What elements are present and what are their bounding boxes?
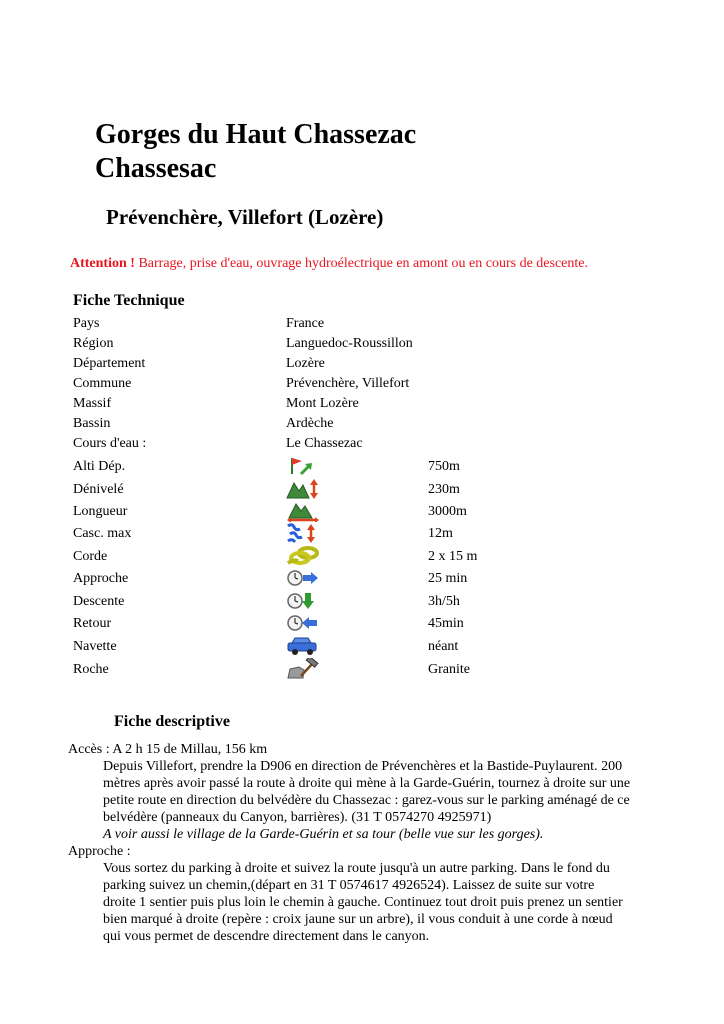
approche-label: Approche :: [68, 844, 131, 859]
stat-value: 3000m: [428, 504, 467, 519]
info-label: Département: [73, 356, 146, 371]
stat-label: Casc. max: [73, 526, 132, 541]
desc-line: Depuis Villefort, prendre la D906 en direction de Prévenchères et la Bastide-Puylaurent. 200: [103, 759, 623, 774]
rope-icon: [286, 545, 320, 567]
stat-value: 230m: [428, 482, 460, 497]
info-label: Commune: [73, 376, 132, 391]
stat-value: 45min: [428, 616, 464, 631]
rock-hammer-icon: [286, 658, 320, 680]
desc-line: bien marqué à droite (repère : croix jaune sur un arbre), il vous conduit à une corde à nœud: [103, 912, 613, 927]
clock-down-arrow-icon: [286, 590, 320, 612]
title-line-2: Chassesac: [95, 153, 217, 184]
desc-line: mètres après avoir passé la route à droite qui mène à la Garde-Guérin, tournez à droite sur une: [103, 776, 631, 791]
stat-label: Descente: [73, 594, 125, 609]
stat-label: Approche: [73, 571, 129, 586]
stat-label: Dénivelé: [73, 482, 124, 497]
desc-line: petite route en direction du belvédère du Chassezac : garez-vous sur le parking aménagé de ce: [103, 793, 630, 808]
stat-label: Alti Dép.: [73, 459, 126, 474]
title-line-1: Gorges du Haut Chassezac: [95, 119, 417, 150]
stat-value: 750m: [428, 459, 460, 474]
car-icon: [286, 635, 320, 657]
acces-label: Accès : A 2 h 15 de Millau, 156 km: [68, 742, 268, 757]
info-value: France: [286, 316, 325, 331]
info-label: Cours d'eau :: [73, 436, 147, 451]
stat-label: Corde: [73, 549, 108, 564]
stat-value: 12m: [428, 526, 453, 541]
info-value: Mont Lozère: [286, 396, 359, 411]
desc-italic-line: A voir aussi le village de la Garde-Guérin et sa tour (belle vue sur les gorges).: [103, 827, 544, 842]
info-value: Le Chassezac: [286, 436, 363, 451]
mountain-length-icon: [286, 500, 320, 522]
attention-notice: [70, 256, 588, 272]
info-value: Languedoc-Roussillon: [286, 336, 413, 351]
attention-label: Attention !: [70, 256, 135, 271]
fiche-technique-heading: Fiche Technique: [73, 292, 185, 309]
flag-arrow-icon: [286, 455, 320, 477]
info-value: Lozère: [286, 356, 325, 371]
subtitle: Prévenchère, Villefort (Lozère): [106, 205, 384, 229]
stat-value: 3h/5h: [428, 594, 460, 609]
info-label: Région: [73, 336, 114, 351]
stat-label: Longueur: [73, 504, 128, 519]
stat-label: Retour: [73, 616, 112, 631]
waterfall-icon: [286, 522, 320, 544]
stat-label: Roche: [73, 662, 109, 677]
attention-text: Barrage, prise d'eau, ouvrage hydroélectrique en amont ou en cours de descente.: [134, 256, 588, 271]
page-title: [95, 118, 416, 186]
fiche-descriptive-heading: Fiche descriptive: [114, 713, 230, 730]
clock-left-arrow-icon: [286, 612, 320, 634]
info-label: Massif: [73, 396, 112, 411]
desc-line: Vous sortez du parking à droite et suivez la route jusqu'à un autre parking. Dans le fond du: [103, 861, 610, 876]
info-value: Prévenchère, Villefort: [286, 376, 410, 391]
desc-line: qui vous permet de descendre directement dans le canyon.: [103, 929, 430, 944]
desc-line: droite 1 sentier puis plus loin le chemin à gauche. Continuez tout droit puis prenez un sentier: [103, 895, 623, 910]
info-label: Pays: [73, 316, 100, 331]
stat-value: 25 min: [428, 571, 468, 586]
desc-line: belvédère (panneaux du Canyon, barrières). (31 T 0574270 4925971): [103, 810, 492, 825]
desc-line: parking suivez un chemin,(départ en 31 T 0574617 4926524). Laissez de suite sur votre: [103, 878, 595, 893]
stat-label: Navette: [73, 639, 117, 654]
stat-value: 2 x 15 m: [428, 549, 478, 564]
stat-value: néant: [428, 639, 459, 654]
info-label: Bassin: [73, 416, 111, 431]
info-value: Ardèche: [286, 416, 334, 431]
mountain-elevation-icon: [286, 478, 320, 500]
clock-right-arrow-icon: [286, 567, 320, 589]
stat-value: Granite: [428, 662, 470, 677]
